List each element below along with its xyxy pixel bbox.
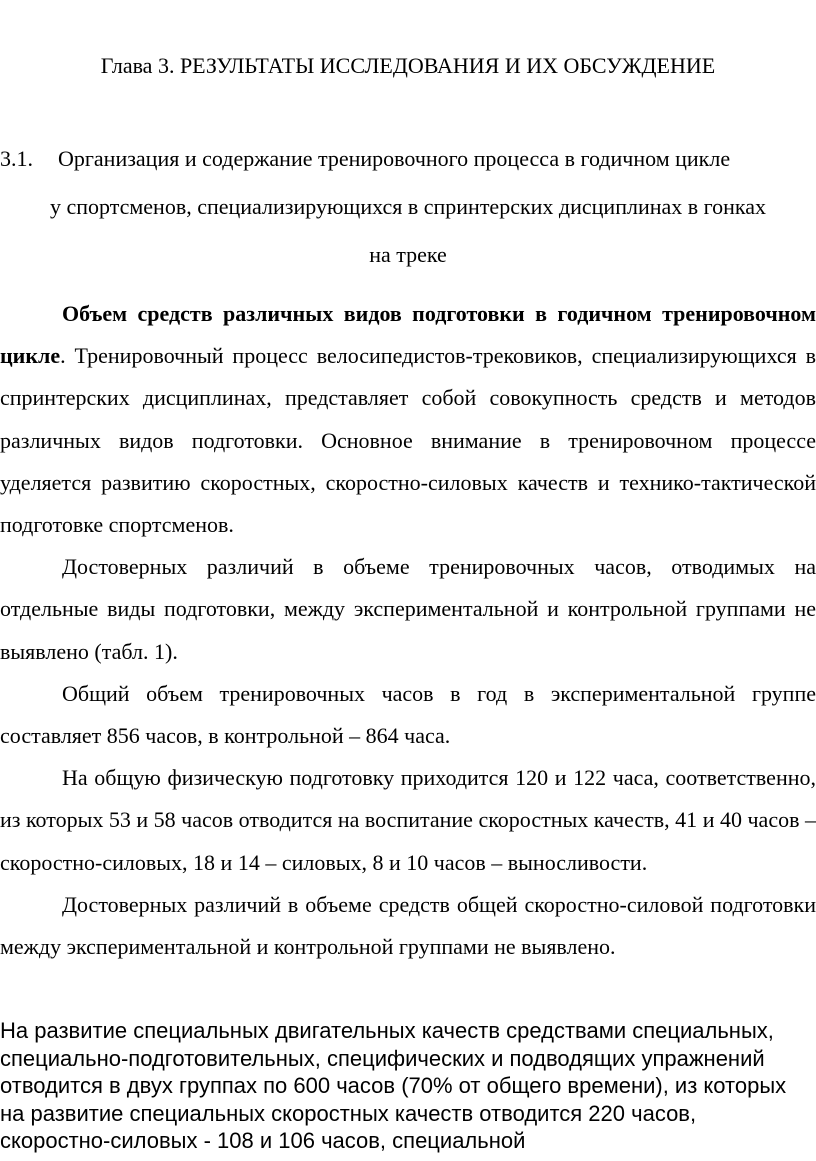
paragraph-4: На общую физическую подготовку приходится 120 и 122 часа, соответственно, из которых 53 и 58 часов отводится на воспитание скоростных качеств, 41 и 40 часов – скоростно-силовых, 18 и 14 – силовых, 8 и 10 часов – выносливости. (0, 765, 816, 875)
section-title-line-2: у спортсменов, специализирующихся в спринтерских дисциплинах в гонках (49, 194, 767, 219)
section-title-line-3: на треке (369, 242, 447, 267)
paragraph-1-text: . Тренировочный процесс велосипедистов-трековиков, специализирующихся в спринтерских дисциплинах, представляет собой совокупность средств и методов различных видов подготовки. Основное внимание в тренировочном процессе уделяется развитию скоростных, скоростно-силовых качеств и технико-тактической подготовке спортсменов. (0, 343, 816, 538)
paragraph-1 (0, 293, 816, 546)
paragraph-2: Достоверных различий в объеме тренировочных часов, отводимых на отдельные виды подготовки, между экспериментальной и контрольной группами не выявлено (табл. 1). (0, 554, 816, 664)
paragraph-3: Общий объем тренировочных часов в год в экспериментальной группе составляет 856 часов, в контрольной – 864 часа. (0, 680, 816, 749)
tail-text (0, 1017, 816, 1155)
chapter-title: Глава 3. РЕЗУЛЬТАТЫ ИССЛЕДОВАНИЯ И ИХ ОБСУЖДЕНИЕ (100, 53, 716, 78)
tail-line: отводится в двух группах по 600 часов (70% от общего времени), из которых (0, 1073, 787, 1099)
section-title-line-1: Организация и содержание тренировочного процесса в годичном цикле (58, 146, 731, 171)
tail-line: скоростно-силовых - 108 и 106 часов, специальной (0, 1128, 526, 1154)
tail-line: на развитие специальных скоростных качеств отводится 220 часов, (0, 1100, 697, 1126)
section-heading-line-1 (0, 135, 816, 183)
section-number: 3.1. (0, 146, 33, 171)
paragraph-1-bold-lead: Объем средств различных видов подготовки в годичном тренировочном цикле (0, 301, 816, 369)
tail-line: На развитие специальных двигательных качеств средствами специальных, (0, 1018, 774, 1043)
section-heading (0, 135, 816, 279)
tail-line: специально-подготовительных, специфических и подводящих упражнений (0, 1045, 765, 1071)
body-text (0, 293, 816, 968)
paragraph-5: Достоверных различий в объеме средств общей скоростно-силовой подготовки между экспериментальной и контрольной группами не выявлено. (0, 891, 816, 960)
